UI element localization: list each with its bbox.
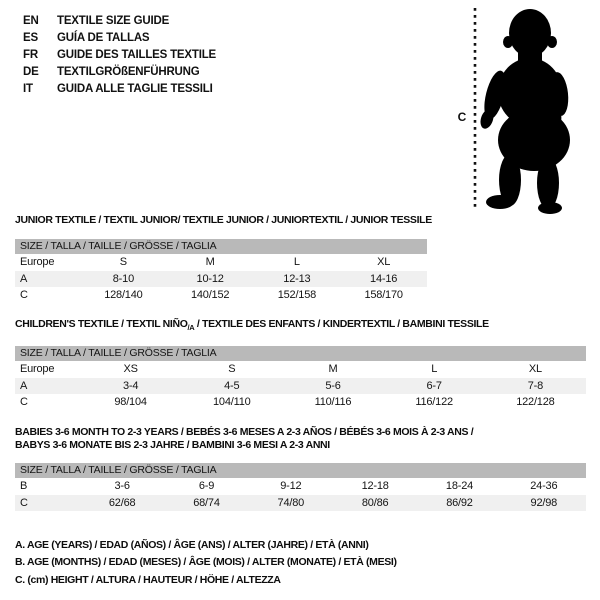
size-cell: 92/98	[530, 496, 558, 509]
note-age-months: B. AGE (MONTHS) / EDAD (MESES) / ÂGE (MOIS) / ALTER (MONATE) / ETÀ (MESI)	[15, 556, 397, 569]
size-cell: 158/170	[364, 289, 403, 302]
size-cell: 128/140	[104, 289, 143, 302]
language-row	[23, 12, 216, 29]
size-cell: 152/158	[277, 289, 317, 302]
size-cell: XS	[123, 363, 138, 376]
baby-silhouette-icon	[478, 9, 570, 214]
size-cell: 80/86	[361, 496, 389, 509]
size-cell: 14-16	[370, 272, 398, 285]
language-code: EN	[23, 14, 39, 27]
language-code: DE	[23, 65, 39, 78]
baby-figure	[450, 0, 600, 220]
size-cell: 122/128	[516, 396, 555, 409]
language-label: GUIDE DES TAILLES TEXTILE	[57, 48, 216, 61]
title-text: / TEXTILE DES ENFANTS / KINDERTEXTIL / BAMBINI TESSILE	[194, 318, 489, 330]
table-row	[15, 495, 586, 512]
size-cell: 12-13	[283, 272, 311, 285]
row-label: C	[20, 396, 28, 409]
note-age-years: A. AGE (YEARS) / EDAD (AÑOS) / ÂGE (ANS) / ALTER (JAHRE) / ETÀ (ANNI)	[15, 539, 369, 551]
row-label: A	[20, 379, 28, 392]
size-cell: 5-6	[325, 379, 341, 392]
legend-notes	[15, 537, 397, 589]
size-cell: 6-9	[198, 480, 215, 493]
size-cell: S	[119, 256, 127, 269]
size-cell: M	[328, 363, 338, 376]
size-cell: 24-36	[530, 480, 558, 493]
size-header-bar: SIZE / TALLA / TAILLE / GRÖSSE / TAGLIA	[15, 463, 586, 478]
children-size-table	[15, 361, 586, 411]
junior-size-table	[15, 254, 427, 304]
language-label: TEXTILE SIZE GUIDE	[57, 14, 170, 27]
size-cell: 8-10	[112, 272, 134, 285]
size-cell: L	[293, 256, 300, 269]
title-subscript: /A	[187, 323, 195, 333]
language-label: GUÍA DE TALLAS	[57, 31, 150, 44]
table-section-junior	[15, 214, 586, 304]
size-cell: 12-18	[361, 480, 389, 493]
size-cell: XL	[377, 256, 391, 269]
language-guide	[23, 12, 216, 97]
size-cell: S	[228, 363, 236, 376]
babies-table-title-line1: BABIES 3-6 MONTH TO 2-3 YEARS / BEBÉS 3-6 MESES A 2-3 AÑOS / BÉBÉS 3-6 MOIS À 2-3 ANS /	[15, 426, 474, 438]
table-section-babies	[15, 426, 586, 511]
size-cell: 104/110	[213, 396, 251, 409]
height-marker-label: C	[457, 110, 467, 124]
table-row	[15, 254, 427, 271]
language-row	[23, 63, 216, 80]
row-label: C	[20, 289, 28, 302]
table-row	[15, 378, 586, 395]
size-header-bar: SIZE / TALLA / TAILLE / GRÖSSE / TAGLIA	[15, 239, 427, 254]
size-cell: 3-4	[122, 379, 139, 392]
note-height: C. (cm) HEIGHT / ALTURA / HAUTEUR / HÖHE / ALTEZZA	[15, 573, 281, 586]
size-cell: 86/92	[446, 496, 473, 509]
size-cell: 62/68	[108, 496, 136, 509]
row-label: A	[20, 272, 28, 285]
size-cell: 7-8	[527, 379, 544, 392]
language-row	[23, 29, 216, 46]
size-cell: 98/104	[114, 396, 147, 409]
table-row	[15, 361, 586, 378]
size-cell: XL	[528, 363, 542, 376]
table-row	[15, 287, 427, 304]
size-cell: M	[205, 256, 215, 269]
size-header-bar: SIZE / TALLA / TAILLE / GRÖSSE / TAGLIA	[15, 346, 586, 361]
size-cell: L	[431, 363, 438, 376]
language-row	[23, 46, 216, 63]
language-code: ES	[23, 31, 38, 44]
row-label: C	[20, 496, 28, 509]
language-code: IT	[23, 82, 33, 95]
language-label: TEXTILGRÖßENFÜHRUNG	[57, 65, 200, 78]
table-row	[15, 394, 586, 411]
size-cell: 74/80	[277, 496, 305, 509]
children-table-title	[15, 318, 586, 334]
size-cell: 9-12	[280, 480, 302, 493]
size-cell: 10-12	[196, 272, 224, 285]
row-label: Europe	[20, 256, 55, 269]
junior-table-title: JUNIOR TEXTILE / TEXTIL JUNIOR/ TEXTILE JUNIOR / JUNIORTEXTIL / JUNIOR TESSILE	[15, 214, 432, 226]
title-text: CHILDREN'S TEXTILE / TEXTIL NIÑO	[15, 318, 188, 330]
size-cell: 3-6	[114, 480, 130, 493]
size-cell: 68/74	[193, 496, 220, 509]
table-row	[15, 478, 586, 495]
babies-size-table	[15, 478, 586, 511]
babies-table-title-line2: BABYS 3-6 MONATE BIS 2-3 JAHRE / BAMBINI 3-6 MESI A 2-3 ANNI	[15, 439, 330, 451]
table-row	[15, 271, 427, 288]
size-cell: 116/122	[415, 396, 453, 409]
size-cell: 110/116	[314, 396, 352, 409]
table-section-children	[15, 318, 586, 411]
row-label: Europe	[20, 363, 55, 376]
size-cell: 4-5	[224, 379, 240, 392]
size-cell: 6-7	[426, 379, 442, 392]
row-label: B	[20, 480, 28, 493]
size-cell: 140/152	[190, 289, 230, 302]
size-cell: 18-24	[445, 480, 474, 493]
language-row	[23, 80, 216, 97]
language-code: FR	[23, 48, 38, 61]
language-label: GUIDA ALLE TAGLIE TESSILI	[57, 82, 213, 95]
